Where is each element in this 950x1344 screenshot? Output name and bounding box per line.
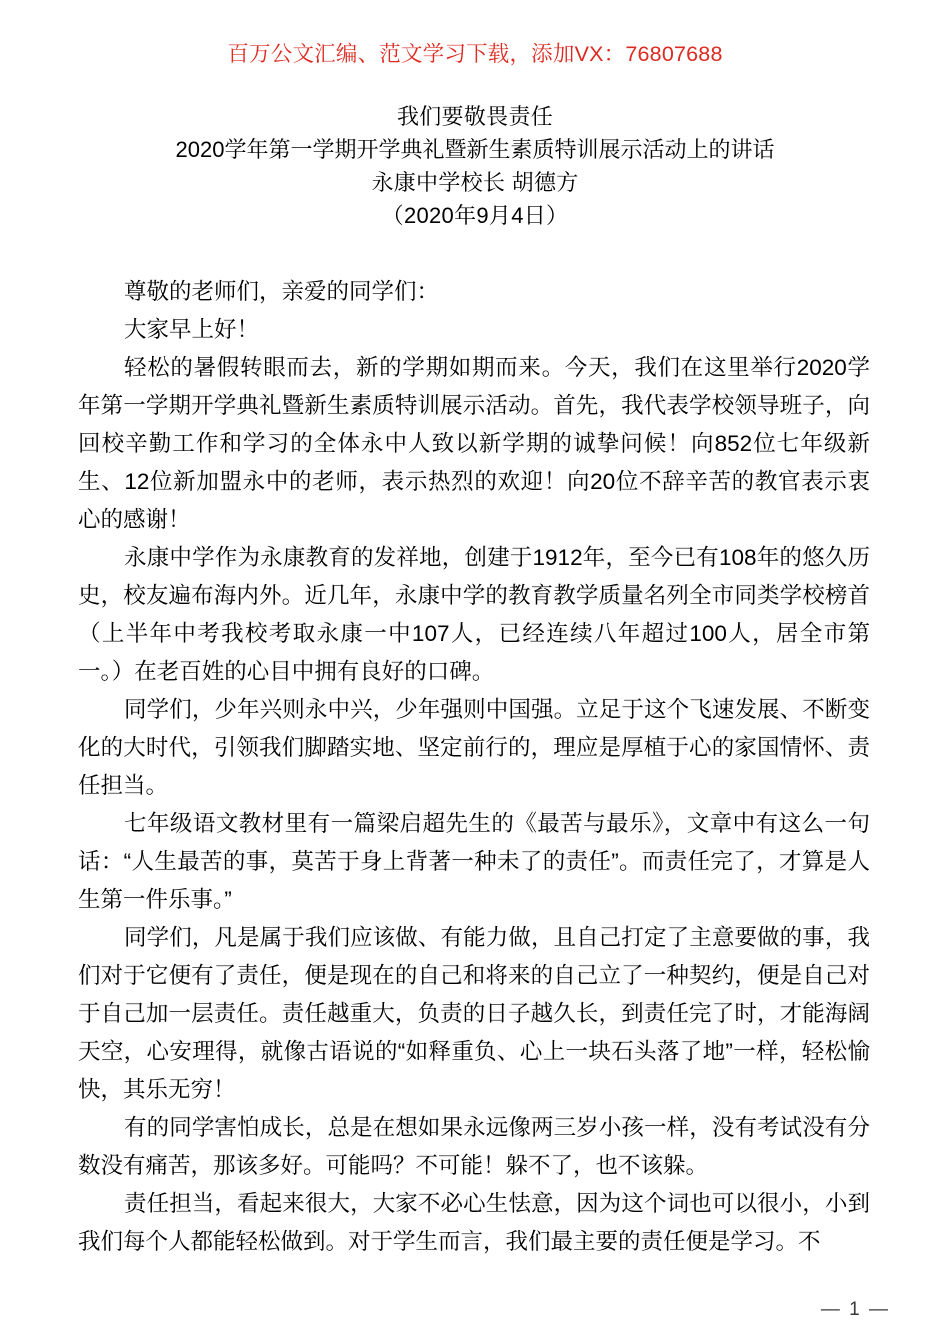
paragraph-responsibility-contract: 同学们，凡是属于我们应该做、有能力做，且自己打定了主意要做的事，我们对于它便有了责任，便是现在的自己和将来的自己立了一种契约，便是自己对于自己加一层责任。责任越重大，负责的日子越久长，到责任完了时，才能海阔天空，心安理得，就像古语说的“如释重负、心上一块石头落了地”一样，轻松愉快，其乐无穷！	[78, 925, 870, 1102]
paragraph-responsibility-small: 责任担当，看起来很大，大家不必心生怯意，因为这个词也可以很小，小到我们每个人都能轻松做到。对于学生而言，我们最主要的责任便是学习。不	[78, 1191, 870, 1254]
paragraph-fear-of-growing-up: 有的同学害怕成长，总是在想如果永远像两三岁小孩一样，没有考试没有分数没有痛苦，那该多好。可能吗？不可能！躲不了，也不该躲。	[78, 1115, 870, 1178]
paragraph-salutation: 尊敬的老师们，亲爱的同学们：	[124, 279, 440, 304]
document-body	[78, 273, 870, 1261]
document-speaker: 永康中学校长 胡德方	[371, 170, 579, 195]
title-block	[0, 100, 950, 232]
paragraph-opening-welcome: 轻松的暑假转眼而去，新的学期如期而来。今天，我们在这里举行2020学年第一学期开学典礼暨新生素质特训展示活动。首先，我代表学校领导班子，向回校辛勤工作和学习的全体永中人致以新学期的诚挚问候！向852位七年级新生、12位新加盟永中的老师，表示热烈的欢迎！向20位不辞辛苦的教官表示衷心的感谢！	[78, 355, 870, 532]
promo-header-text: 百万公文汇编、范文学习下载，添加VX：76807688	[227, 42, 723, 66]
document-title: 我们要敬畏责任	[396, 104, 554, 129]
paragraph-school-history: 永康中学作为永康教育的发祥地，创建于1912年，至今已有108年的悠久历史，校友遍布海内外。近几年，永康中学的教育教学质量名列全市同类学校榜首（上半年中考我校考取永康一中107人，已经连续八年超过100人，居全市第一。）在老百姓的心目中拥有良好的口碑。	[78, 545, 870, 684]
paragraph-greeting: 大家早上好！	[124, 317, 260, 342]
page-number-footer: — 1 —	[820, 1299, 890, 1320]
document-subtitle: 2020学年第一学期开学典礼暨新生素质特训展示活动上的讲话	[175, 137, 775, 162]
paragraph-youth-nation: 同学们，少年兴则永中兴，少年强则中国强。立足于这个飞速发展、不断变化的大时代，引领我们脚踏实地、坚定前行的，理应是厚植于心的家国情怀、责任担当。	[78, 697, 870, 798]
paragraph-liangqichao-quote: 七年级语文教材里有一篇梁启超先生的《最苦与最乐》，文章中有这么一句话：“人生最苦的事，莫苦于身上背著一种未了的责任”。而责任完了，才算是人生第一件乐事。”	[78, 811, 870, 912]
document-date: （2020年9月4日）	[381, 203, 569, 228]
